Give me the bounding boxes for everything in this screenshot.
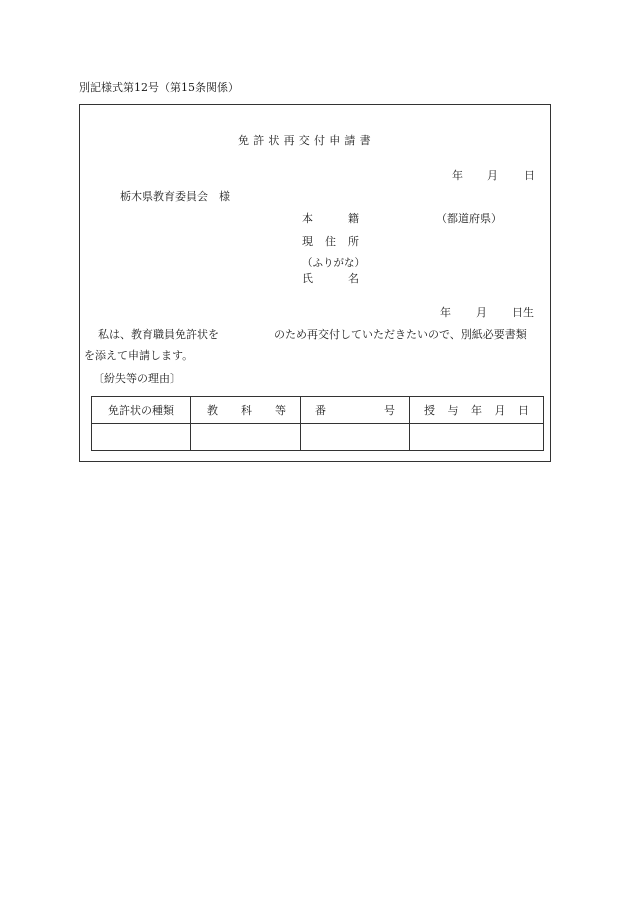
date-year-label: 年 [452,169,463,182]
header-grant-date-char: 日 [518,403,529,417]
form-title: 免許状再交付申請書 [238,134,375,147]
header-number [301,397,410,424]
header-subject-char: 教 [207,403,218,417]
birth-year-label: 年 [440,306,451,319]
name-label-char-2: 名 [348,272,359,285]
addressee: 栃木県教育委員会 様 [120,190,230,203]
honseki-label-char-2: 籍 [348,212,359,225]
table-header-row [92,397,544,424]
table-cell-license-type[interactable] [92,424,191,451]
license-info-table [91,396,544,451]
body-line2: を添えて申請します。 [84,349,194,362]
address-label-char-1: 現 [302,235,313,248]
header-subject [191,397,301,424]
table-cell-grant-date[interactable] [410,424,544,451]
birth-day-label: 日生 [512,306,534,319]
header-license-type-label: 免許状の種類 [108,403,174,417]
header-subject-char: 科 [241,403,252,417]
header-grant-date-char: 授 [424,403,435,417]
header-grant-date [410,397,544,424]
header-number-char: 番 [315,403,326,417]
header-number-char: 号 [384,403,395,417]
name-label-char-1: 氏 [302,272,313,285]
prefecture-note: （都道府県） [436,212,502,225]
date-month-label: 月 [487,169,498,182]
table-cell-subject[interactable] [191,424,301,451]
body-line1-start: 私は、教育職員免許状を [98,328,219,341]
reason-label: 〔紛失等の理由〕 [93,372,181,385]
table-cell-number[interactable] [301,424,410,451]
form-number: 別記様式第12号（第15条関係） [79,81,239,94]
honseki-label-char-1: 本 [302,212,313,225]
table-row [92,424,544,451]
header-grant-date-char: 与 [447,403,459,417]
address-label-char-3: 所 [348,235,359,248]
birth-month-label: 月 [476,306,487,319]
body-line1-end: のため再交付していただきたいので、別紙必要書類 [274,328,527,341]
header-grant-date-char: 月 [494,403,506,417]
date-day-label: 日 [524,169,535,182]
furigana-label: （ふりがな） [302,257,365,269]
header-license-type [92,397,191,424]
address-label-char-2: 住 [325,235,336,248]
header-grant-date-char: 年 [471,403,482,417]
header-subject-char: 等 [275,403,286,417]
